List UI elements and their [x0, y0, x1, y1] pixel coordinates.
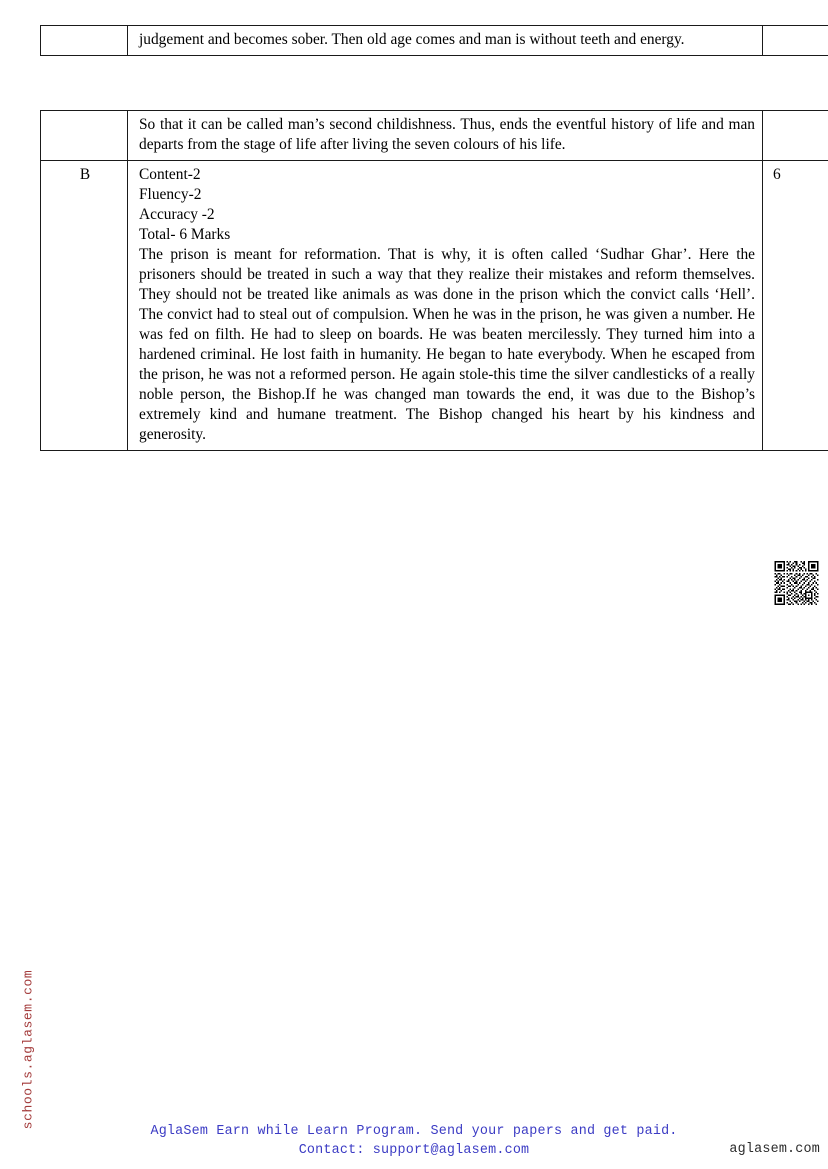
question-label-cell: B	[41, 161, 128, 451]
marking-scheme-accuracy: Accuracy -2	[139, 206, 215, 224]
continuation-text: judgement and becomes sober. Then old age comes and man is without teeth and energy.	[139, 31, 685, 48]
question-label-cell	[41, 26, 128, 56]
footer-promo	[0, 1122, 828, 1161]
question-label-cell	[41, 111, 128, 161]
table-row	[41, 111, 828, 161]
footer-promo-line-1: AglaSem Earn while Learn Program. Send your papers and get paid.	[150, 1124, 678, 1139]
side-watermark: schools.aglasem.com	[20, 969, 36, 1130]
answer-body-cell	[128, 111, 763, 161]
qr-code-graphic	[774, 561, 819, 605]
answer-body-cell	[128, 161, 763, 451]
table-row	[41, 161, 828, 451]
marking-scheme-total: Total- 6 Marks	[139, 226, 231, 244]
marks-cell	[763, 111, 828, 161]
continuation-table	[40, 25, 828, 56]
marking-scheme-fluency: Fluency-2	[139, 186, 202, 204]
marks-cell	[763, 26, 828, 56]
footer-brand: aglasem.com	[729, 1142, 820, 1157]
continuation-text: So that it can be called man’s second childishness. Thus, ends the eventful history of life and man departs from the stage of life after living the seven colours of his life.	[139, 116, 755, 154]
marking-scheme-content: Content-2	[139, 166, 201, 184]
answer-paragraph: The prison is meant for reformation. That is why, it is often called ‘Sudhar Ghar’. Here the prisoners should be treated in such a way that they realize their mistakes and reform themselves. They should not be treated like animals as was done in the prison which the convict calls ‘Hell’. The convict had to steal out of compulsion. When he was in the prison, he was given a number. He was fed on filth. He had to sleep on boards. He was beaten mercilessly. They turned him into a hardened criminal. He lost faith in humanity. He began to hate everybody. When he escaped from the prison, he was not a reformed person. He again stole-this time the silver candlesticks of a really noble person, the Bishop.If he was changed man towards the end, it was due to the Bishop’s extremely kind and humane treatment. The Bishop changed his heart by his kindness and generosity.	[139, 246, 755, 444]
qr-code-icon	[774, 561, 819, 605]
footer-promo-line-2: Contact: support@aglasem.com	[298, 1143, 530, 1159]
table-row	[41, 26, 828, 56]
marks-cell: 6	[763, 161, 828, 451]
answer-body-cell	[128, 26, 763, 56]
answer-table	[40, 110, 828, 451]
